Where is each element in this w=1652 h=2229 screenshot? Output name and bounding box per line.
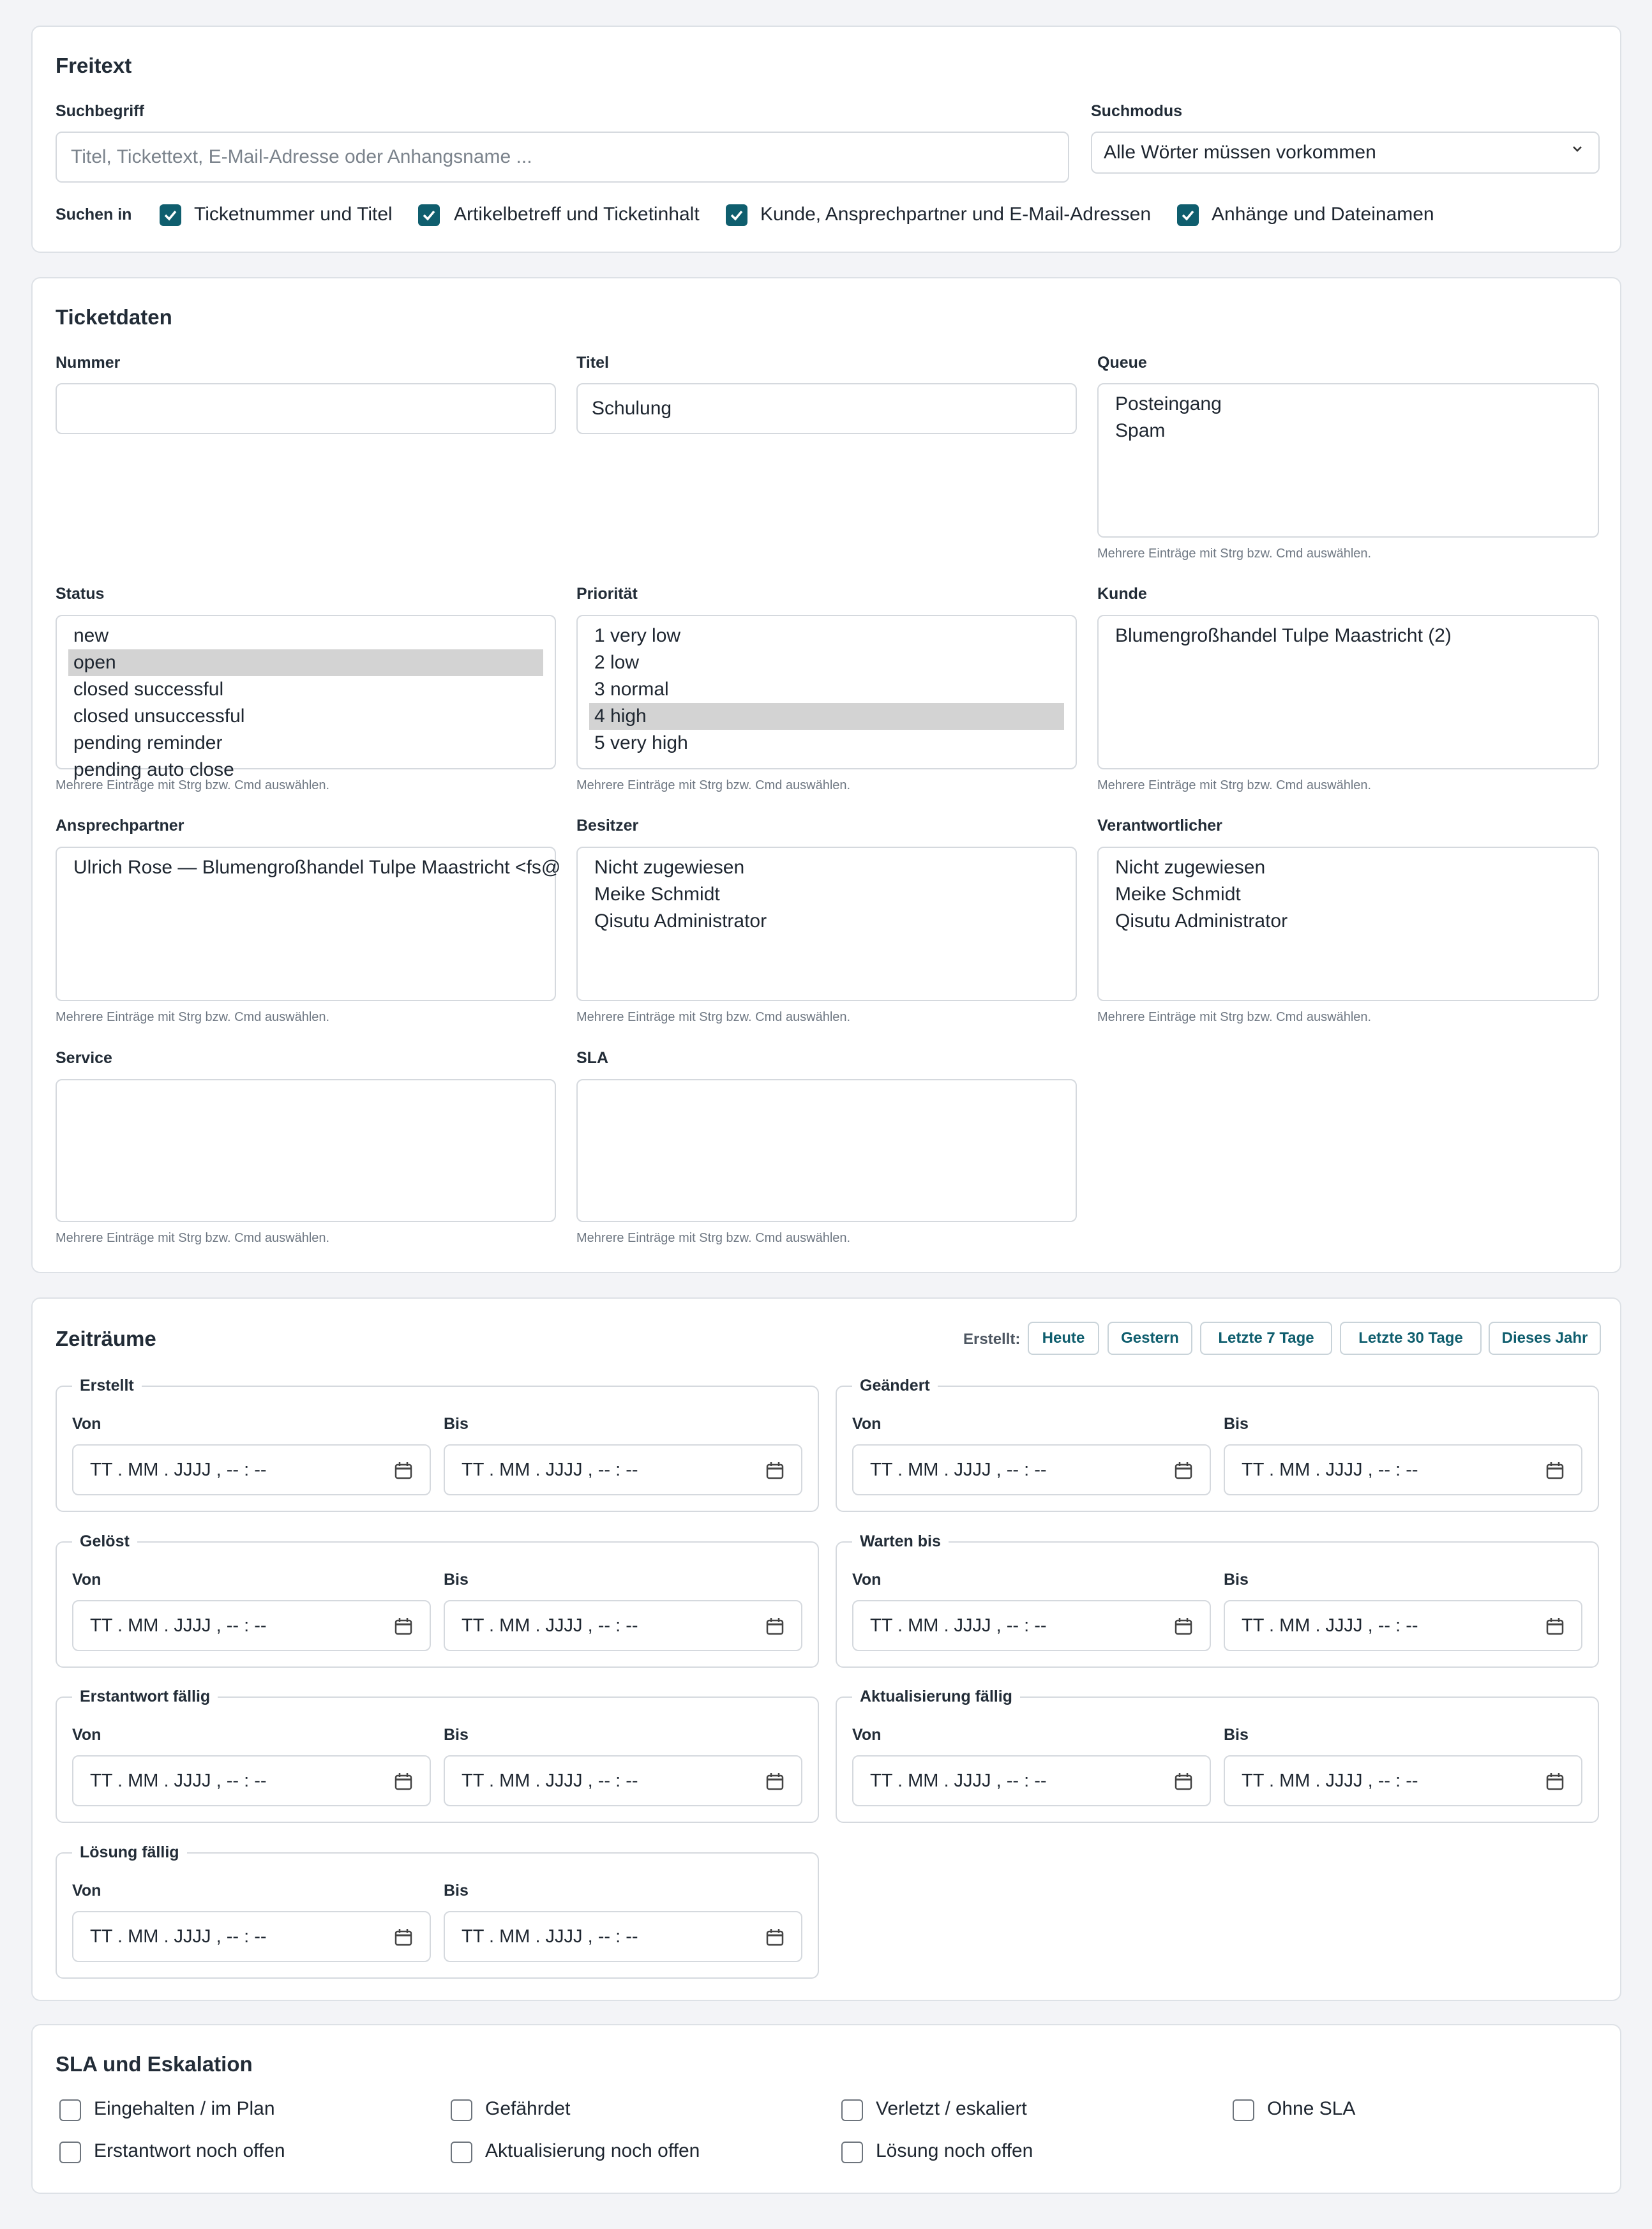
calendar-icon xyxy=(394,1928,413,1947)
prioritaet-option[interactable]: 1 very low xyxy=(594,625,681,646)
date-placeholder: TT . MM . JJJJ , -- : -- xyxy=(1242,1770,1418,1791)
von-label: Von xyxy=(852,1726,882,1744)
calendar-icon xyxy=(394,1617,413,1636)
date-to-input[interactable] xyxy=(1224,1755,1582,1806)
date-from-input[interactable] xyxy=(72,1755,431,1806)
status-label: Status xyxy=(56,585,105,603)
date-placeholder: TT . MM . JJJJ , -- : -- xyxy=(870,1770,1047,1791)
queue-label: Queue xyxy=(1097,354,1147,372)
date-placeholder: TT . MM . JJJJ , -- : -- xyxy=(870,1615,1047,1636)
date-placeholder: TT . MM . JJJJ , -- : -- xyxy=(90,1926,267,1947)
date-to-input[interactable] xyxy=(444,1600,802,1651)
date-group-erstantwort-faellig xyxy=(56,1688,819,1823)
search-in-checkbox-kunde[interactable] xyxy=(726,204,747,226)
date-group-warten-bis xyxy=(836,1532,1599,1668)
search-in-label-anhaenge: Anhänge und Dateinamen xyxy=(1212,204,1434,225)
nummer-input[interactable] xyxy=(56,383,556,434)
search-in-label-kunde: Kunde, Ansprechpartner und E-Mail-Adressen xyxy=(760,204,1152,225)
date-from-input[interactable] xyxy=(72,1444,431,1495)
besitzer-label: Besitzer xyxy=(576,817,639,835)
quick-button-heute[interactable]: Heute xyxy=(1028,1322,1099,1355)
search-mode-value: Alle Wörter müssen vorkommen xyxy=(1104,142,1376,163)
besitzer-option[interactable]: Nicht zugewiesen xyxy=(594,857,745,878)
bis-label: Bis xyxy=(444,1415,469,1433)
sla-label-erstantwort: Erstantwort noch offen xyxy=(94,2140,285,2161)
status-option[interactable]: closed unsuccessful xyxy=(73,706,245,727)
date-from-input[interactable] xyxy=(852,1444,1211,1495)
search-placeholder: Titel, Tickettext, E-Mail-Adresse oder Anhangsname ... xyxy=(71,146,532,167)
freitext-card xyxy=(31,26,1621,253)
bis-label: Bis xyxy=(444,1571,469,1589)
status-option[interactable]: new xyxy=(73,625,109,646)
verantwortlicher-option[interactable]: Nicht zugewiesen xyxy=(1115,857,1266,878)
date-placeholder: TT . MM . JJJJ , -- : -- xyxy=(462,1926,638,1947)
date-from-input[interactable] xyxy=(72,1600,431,1651)
von-label: Von xyxy=(72,1726,101,1744)
prioritaet-option[interactable]: 5 very high xyxy=(594,732,688,753)
bis-label: Bis xyxy=(1224,1726,1249,1744)
date-group-title: Aktualisierung fällig xyxy=(852,1688,1020,1706)
search-in-checkbox-anhaenge[interactable] xyxy=(1177,204,1199,226)
date-from-input[interactable] xyxy=(72,1911,431,1962)
sla-select[interactable] xyxy=(576,1079,1077,1222)
sla-section-title: SLA und Eskalation xyxy=(56,2052,253,2076)
prioritaet-select[interactable] xyxy=(576,615,1077,769)
calendar-icon xyxy=(765,1617,785,1636)
calendar-icon xyxy=(1174,1617,1193,1636)
date-to-input[interactable] xyxy=(444,1444,802,1495)
sla-checkbox-ohne-sla[interactable] xyxy=(1233,2099,1254,2121)
verantwortlicher-select[interactable] xyxy=(1097,847,1599,1001)
date-placeholder: TT . MM . JJJJ , -- : -- xyxy=(90,1459,267,1480)
bis-label: Bis xyxy=(1224,1571,1249,1589)
sla-label-loesung: Lösung noch offen xyxy=(876,2140,1033,2161)
search-in-checkbox-ticketnummer[interactable] xyxy=(160,204,181,226)
quick-button-dieses-jahr[interactable]: Dieses Jahr xyxy=(1489,1322,1601,1355)
calendar-icon xyxy=(765,1928,785,1947)
check-icon xyxy=(1180,208,1196,223)
service-select[interactable] xyxy=(56,1079,556,1222)
prioritaet-hint: Mehrere Einträge mit Strg bzw. Cmd auswählen. xyxy=(576,778,851,792)
date-group-loesung-faellig xyxy=(56,1843,819,1979)
queue-hint: Mehrere Einträge mit Strg bzw. Cmd auswählen. xyxy=(1097,547,1372,561)
date-group-title: Lösung fällig xyxy=(72,1843,187,1862)
nummer-label: Nummer xyxy=(56,354,121,372)
date-placeholder: TT . MM . JJJJ , -- : -- xyxy=(90,1615,267,1636)
sla-label-ohne-sla: Ohne SLA xyxy=(1267,2098,1356,2119)
prioritaet-option-selected[interactable]: 4 high xyxy=(589,703,1064,730)
date-placeholder: TT . MM . JJJJ , -- : -- xyxy=(462,1770,638,1791)
calendar-icon xyxy=(394,1461,413,1480)
ansprechpartner-select[interactable] xyxy=(56,847,561,1001)
sla-checkbox-aktualisierung[interactable] xyxy=(451,2142,472,2163)
zeitraeume-card xyxy=(31,1297,1621,2001)
bis-label: Bis xyxy=(444,1726,469,1744)
date-group-title: Warten bis xyxy=(852,1532,949,1551)
calendar-icon xyxy=(1545,1617,1565,1636)
sla-card xyxy=(31,2024,1621,2194)
queue-option[interactable]: Posteingang xyxy=(1115,393,1222,414)
prioritaet-option[interactable]: 2 low xyxy=(594,652,640,673)
calendar-icon xyxy=(765,1461,785,1480)
quick-button-gestern[interactable]: Gestern xyxy=(1108,1322,1192,1355)
search-mode-select[interactable] xyxy=(1091,132,1600,174)
verantwortlicher-label: Verantwortlicher xyxy=(1097,817,1222,835)
date-to-input[interactable] xyxy=(444,1755,802,1806)
prioritaet-option[interactable]: 3 normal xyxy=(594,679,669,700)
besitzer-option[interactable]: Qisutu Administrator xyxy=(594,910,767,932)
ansprechpartner-option[interactable]: Ulrich Rose — Blumengroßhandel Tulpe Maastricht <fs@ xyxy=(73,857,561,878)
ticketdaten-card xyxy=(31,277,1621,1273)
queue-select[interactable] xyxy=(1097,383,1599,538)
calendar-icon xyxy=(1174,1772,1193,1791)
sla-checkbox-verletzt[interactable] xyxy=(841,2099,863,2121)
date-group-title: Erstellt xyxy=(72,1377,142,1395)
search-in-label-ticketnummer: Ticketnummer und Titel xyxy=(194,204,393,225)
sla-label-gefaehrdet: Gefährdet xyxy=(485,2098,571,2119)
titel-input[interactable]: Schulung xyxy=(576,383,1077,434)
status-option[interactable]: pending auto close xyxy=(73,759,234,780)
von-label: Von xyxy=(852,1571,882,1589)
verantwortlicher-hint: Mehrere Einträge mit Strg bzw. Cmd auswählen. xyxy=(1097,1010,1372,1024)
search-in-label: Suchen in xyxy=(56,206,132,223)
check-icon xyxy=(421,208,437,223)
date-placeholder: TT . MM . JJJJ , -- : -- xyxy=(462,1615,638,1636)
sla-checkbox-eingehalten[interactable] xyxy=(59,2099,81,2121)
sla-label: SLA xyxy=(576,1049,608,1067)
search-in-checkbox-artikel[interactable] xyxy=(418,204,440,226)
service-label: Service xyxy=(56,1049,112,1067)
sla-checkbox-loesung[interactable] xyxy=(841,2142,863,2163)
kunde-option[interactable]: Blumengroßhandel Tulpe Maastricht (2) xyxy=(1115,625,1452,646)
calendar-icon xyxy=(765,1772,785,1791)
date-to-input[interactable] xyxy=(1224,1600,1582,1651)
service-hint: Mehrere Einträge mit Strg bzw. Cmd auswählen. xyxy=(56,1231,330,1245)
date-to-input[interactable] xyxy=(444,1911,802,1962)
zeitraeume-title: Zeiträume xyxy=(56,1327,156,1350)
status-option-selected[interactable]: open xyxy=(68,649,543,676)
quick-button-letzte-30-tage[interactable]: Letzte 30 Tage xyxy=(1340,1322,1482,1355)
calendar-icon xyxy=(1174,1461,1193,1480)
date-from-input[interactable] xyxy=(852,1755,1211,1806)
search-input[interactable] xyxy=(56,132,1069,183)
von-label: Von xyxy=(72,1882,101,1900)
kunde-label: Kunde xyxy=(1097,585,1147,603)
sla-label-verletzt: Verletzt / eskaliert xyxy=(876,2098,1027,2119)
calendar-icon xyxy=(1545,1461,1565,1480)
date-placeholder: TT . MM . JJJJ , -- : -- xyxy=(1242,1459,1418,1480)
ansprechpartner-hint: Mehrere Einträge mit Strg bzw. Cmd auswählen. xyxy=(56,1010,330,1024)
search-mode-label: Suchmodus xyxy=(1091,102,1183,120)
date-placeholder: TT . MM . JJJJ , -- : -- xyxy=(1242,1615,1418,1636)
bis-label: Bis xyxy=(1224,1415,1249,1433)
date-group-title: Geändert xyxy=(852,1377,938,1395)
date-to-input[interactable] xyxy=(1224,1444,1582,1495)
date-placeholder: TT . MM . JJJJ , -- : -- xyxy=(870,1459,1047,1480)
date-group-geaendert xyxy=(836,1377,1599,1512)
sla-checkbox-erstantwort[interactable] xyxy=(59,2142,81,2163)
besitzer-option[interactable]: Meike Schmidt xyxy=(594,884,720,905)
date-from-input[interactable] xyxy=(852,1600,1211,1651)
calendar-icon xyxy=(394,1772,413,1791)
kunde-select[interactable] xyxy=(1097,615,1599,769)
queue-option[interactable]: Spam xyxy=(1115,420,1166,441)
date-group-aktualisierung-faellig xyxy=(836,1688,1599,1823)
sla-hint: Mehrere Einträge mit Strg bzw. Cmd auswählen. xyxy=(576,1231,851,1245)
sla-label-eingehalten: Eingehalten / im Plan xyxy=(94,2098,275,2119)
quick-button-letzte-7-tage[interactable]: Letzte 7 Tage xyxy=(1200,1322,1332,1355)
sla-label-aktualisierung: Aktualisierung noch offen xyxy=(485,2140,700,2161)
verantwortlicher-option[interactable]: Qisutu Administrator xyxy=(1115,910,1288,932)
besitzer-hint: Mehrere Einträge mit Strg bzw. Cmd auswählen. xyxy=(576,1010,851,1024)
status-option[interactable]: closed successful xyxy=(73,679,224,700)
kunde-hint: Mehrere Einträge mit Strg bzw. Cmd auswählen. xyxy=(1097,778,1372,792)
search-label: Suchbegriff xyxy=(56,102,144,120)
date-group-erstellt xyxy=(56,1377,819,1512)
check-icon xyxy=(729,208,744,223)
besitzer-select[interactable] xyxy=(576,847,1077,1001)
bis-label: Bis xyxy=(444,1882,469,1900)
calendar-icon xyxy=(1545,1772,1565,1791)
date-placeholder: TT . MM . JJJJ , -- : -- xyxy=(462,1459,638,1480)
ansprechpartner-label: Ansprechpartner xyxy=(56,817,184,835)
quick-label: Erstellt: xyxy=(963,1331,1021,1348)
date-group-title: Erstantwort fällig xyxy=(72,1688,218,1706)
freitext-title: Freitext xyxy=(56,54,132,77)
von-label: Von xyxy=(852,1415,882,1433)
status-select[interactable] xyxy=(56,615,556,780)
status-hint: Mehrere Einträge mit Strg bzw. Cmd auswählen. xyxy=(56,778,330,792)
von-label: Von xyxy=(72,1415,101,1433)
von-label: Von xyxy=(72,1571,101,1589)
verantwortlicher-option[interactable]: Meike Schmidt xyxy=(1115,884,1241,905)
date-placeholder: TT . MM . JJJJ , -- : -- xyxy=(90,1770,267,1791)
date-group-title: Gelöst xyxy=(72,1532,137,1551)
chevron-down-icon xyxy=(1570,142,1584,156)
search-in-label-artikel: Artikelbetreff und Ticketinhalt xyxy=(454,204,700,225)
prioritaet-label: Priorität xyxy=(576,585,638,603)
date-group-geloest xyxy=(56,1532,819,1668)
check-icon xyxy=(163,208,178,223)
status-option[interactable]: pending reminder xyxy=(73,732,223,753)
sla-checkbox-gefaehrdet[interactable] xyxy=(451,2099,472,2121)
titel-label: Titel xyxy=(576,354,609,372)
ticketdaten-title: Ticketdaten xyxy=(56,305,172,329)
